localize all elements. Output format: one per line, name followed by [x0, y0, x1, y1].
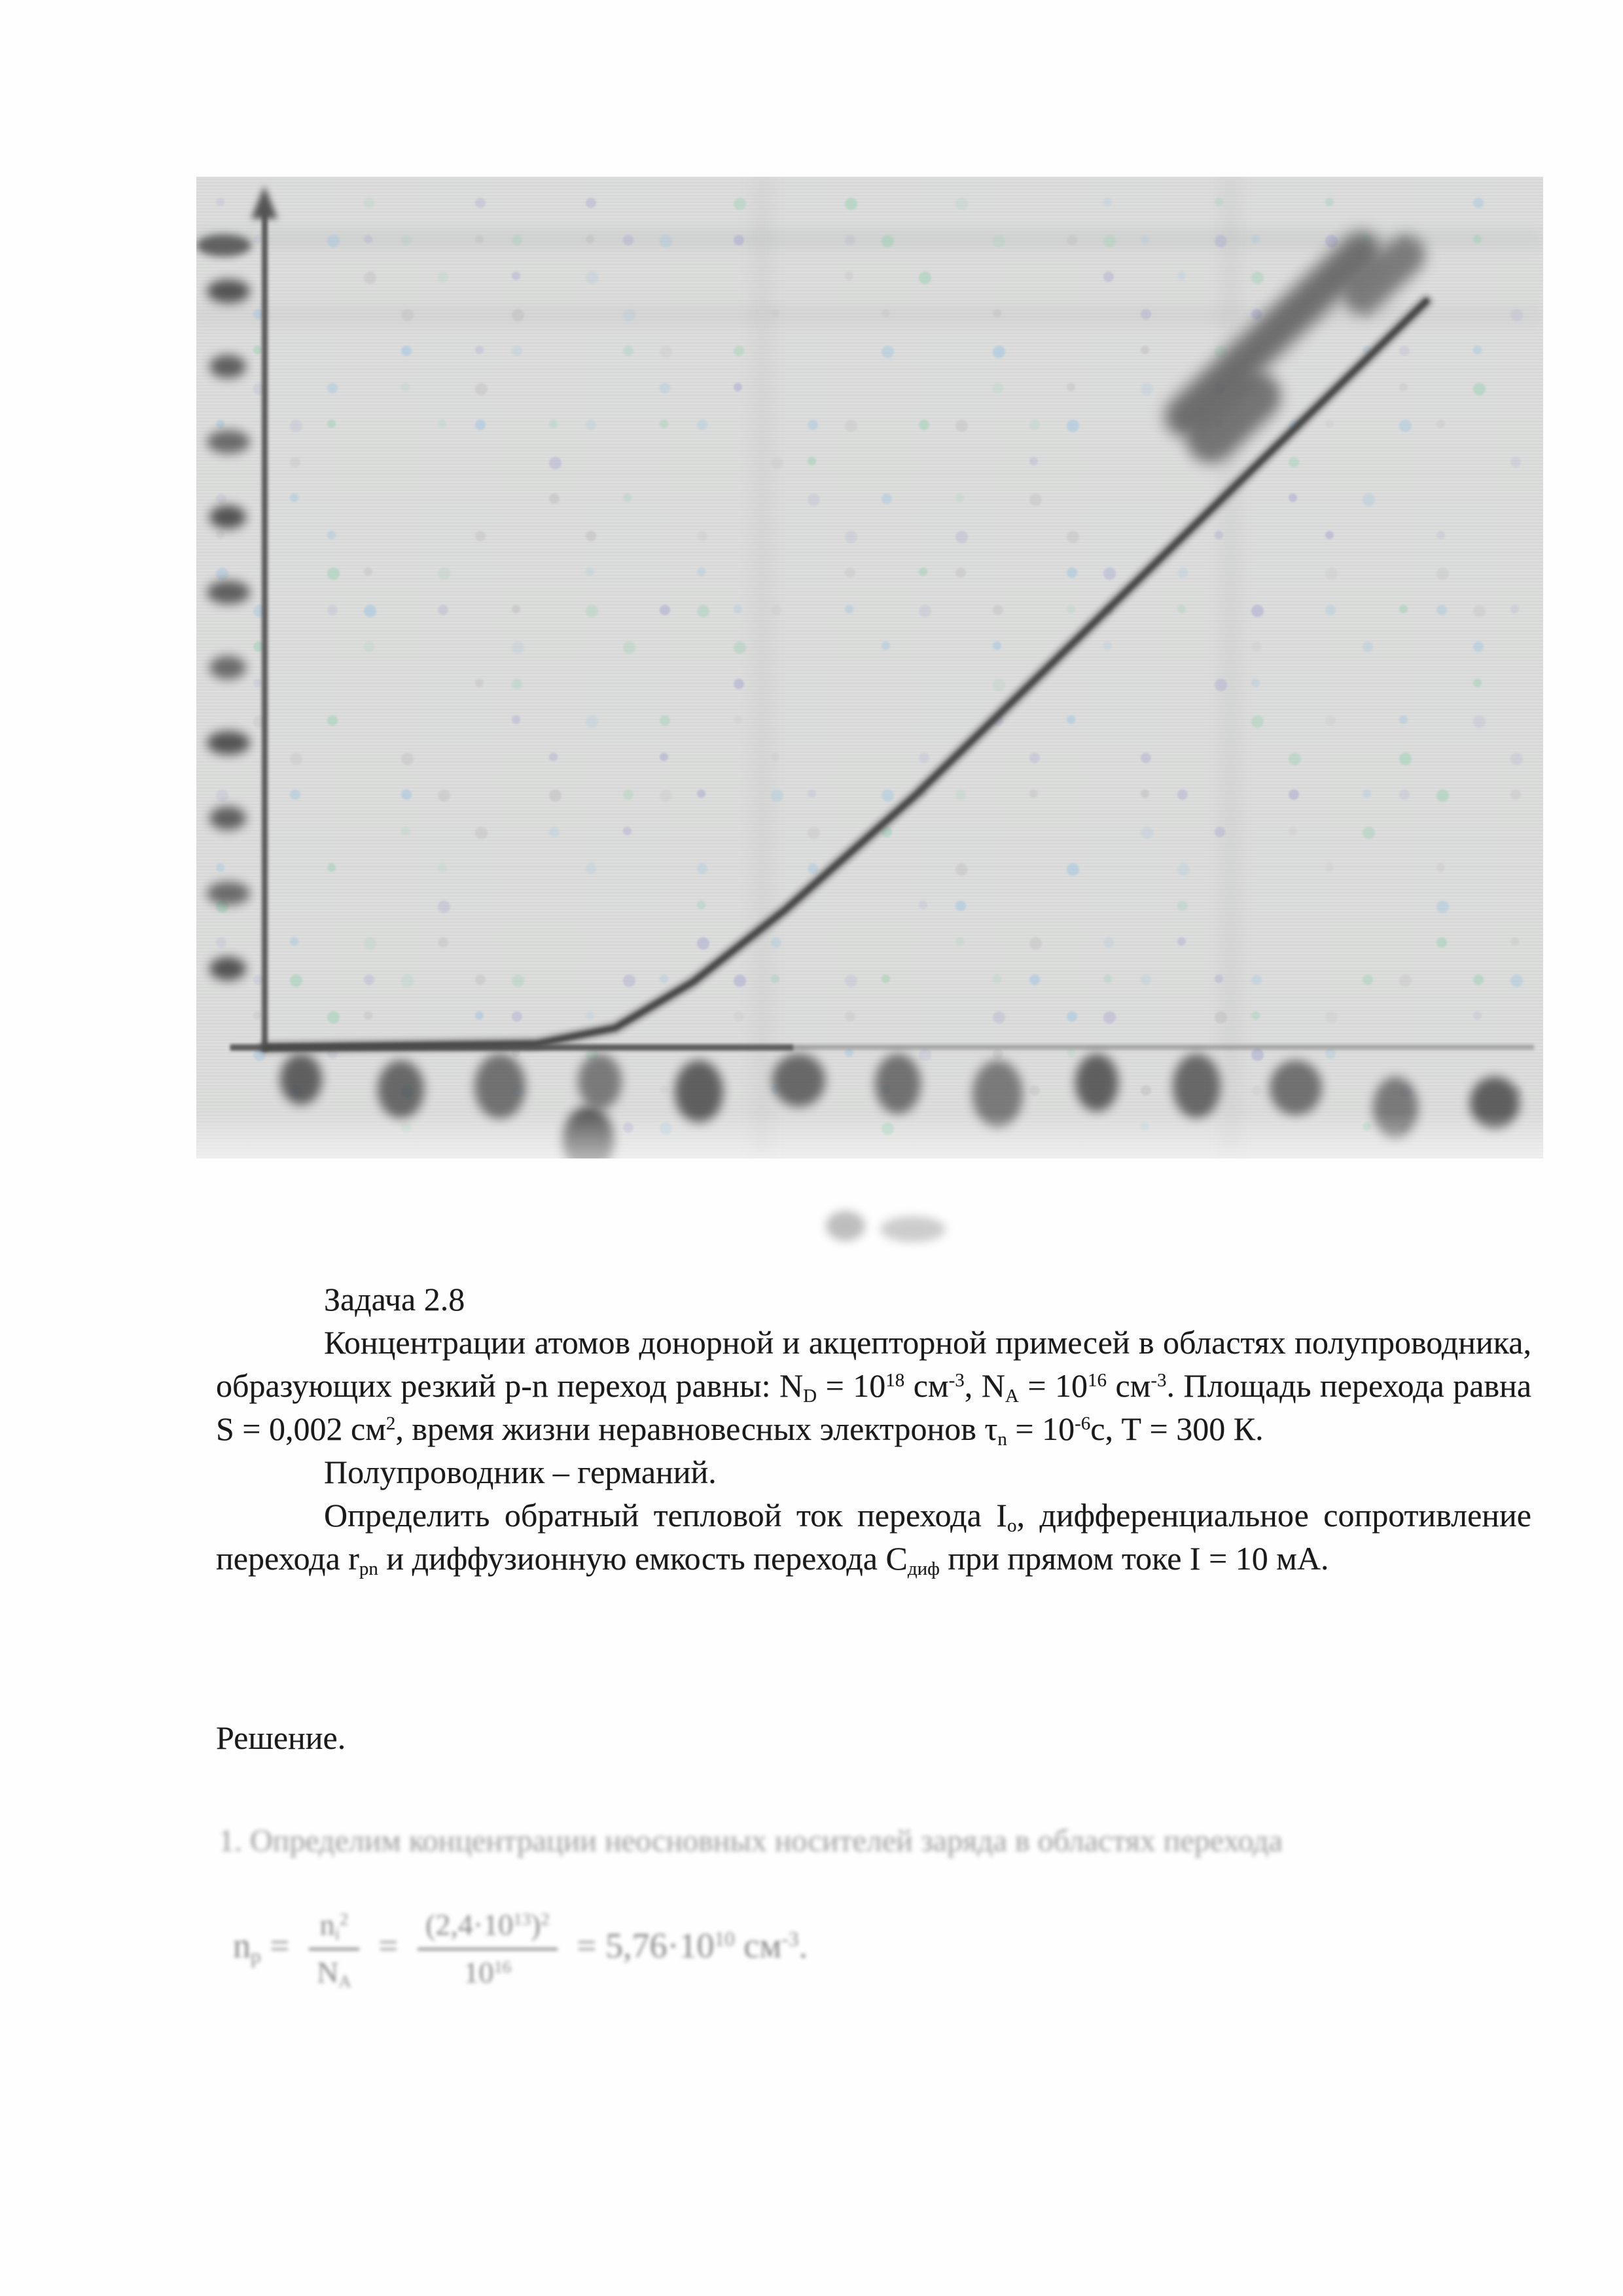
fraction: $\frac{(2,4\cdot 10^{13})^2}{10^{16}}$: [418, 1908, 557, 1990]
solution-step-faded: 1. Определим концентрации неосновных носителей заряда в областях перехода: [219, 1823, 1283, 1858]
figure-caption-smudge: [880, 1216, 946, 1242]
figure-iv-curve-scan: [196, 177, 1543, 1158]
grid-dot: [401, 1122, 412, 1133]
problem-statement: [216, 1278, 1531, 1580]
x-tick-label-smudge-low: [563, 1106, 614, 1158]
figure-caption-smudge: [826, 1211, 865, 1241]
iv-curve: [196, 177, 1543, 1158]
problem-paragraph: Определить обратный тепловой ток перехода $I_о$, дифференциальное сопротивление перехода $r_{pn}$ и диффузионную емкость перехода $С_{диф}$ при прямом токе I = 10 мА.: [216, 1497, 1531, 1580]
solution-heading: Решение.: [216, 1719, 346, 1756]
solution-formula-faded: $n_p$ = $\frac{n_i^2}{N_A}$ = $\frac{(2,4\cdot 10^{13})^2}{10^{16}}$ = $5,76\cdot 10^{10}$ $см^{-3}$.: [233, 1908, 808, 1992]
grid-dot: [882, 1122, 894, 1135]
problem-paragraph: Концентрации атомов донорной и акцепторной примесей в областях полупроводника, образующих резкий p-n переход равны: $N_D = 10^{18}$ $см^{-3}$, $N_A = 10^{16}$ $см^{-3}$. Площадь перехода равна S = 0,002 $см^2$, время жизни неравновесных электронов $\tau_n = 10^{-6}с$, Т = 300 К.: [216, 1324, 1532, 1450]
grid-dot: [660, 1122, 672, 1135]
grid-dot: [1399, 1122, 1410, 1133]
problem-title: Задача 2.8: [324, 1281, 465, 1318]
problem-paragraph: Полупроводник – германий.: [324, 1454, 717, 1490]
grid-dot: [1141, 1122, 1149, 1131]
grid-dot: [623, 1122, 633, 1133]
grid-dot: [1363, 1122, 1371, 1131]
fraction: $\frac{n_i^2}{N_A}$: [309, 1908, 359, 1990]
